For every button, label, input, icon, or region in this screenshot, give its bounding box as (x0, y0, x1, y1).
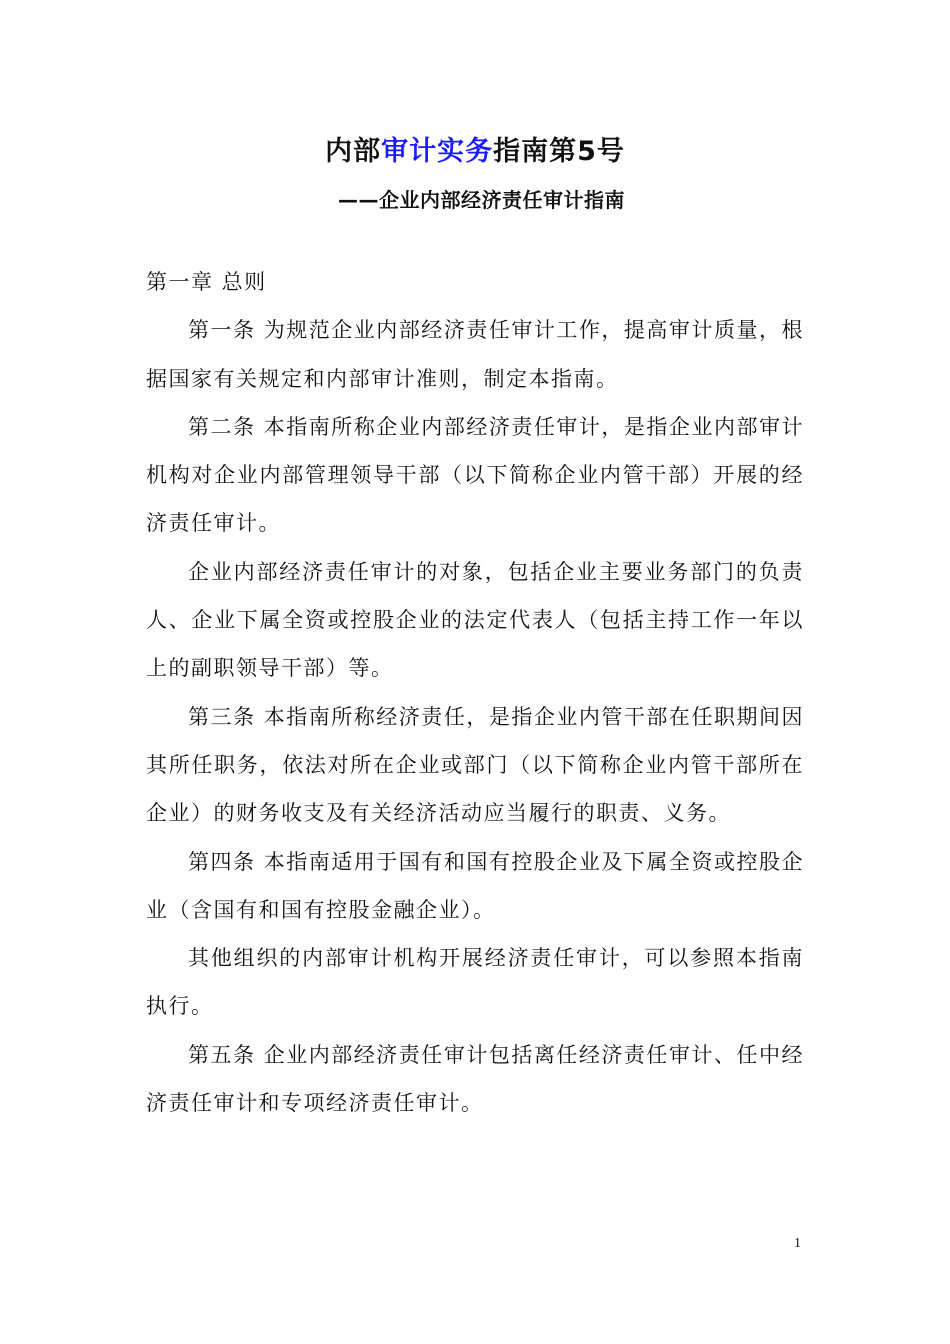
document-title (0, 134, 950, 170)
paragraph-article-1: 第一条 为规范企业内部经济责任审计工作，提高审计质量，根据国家有关规定和内部审计准则，制定本指南。 (146, 318, 804, 391)
paragraph-article-4: 第四条 本指南适用于国有和国有控股企业及下属全资或控股企业（含国有和国有控股金融企业）。 (146, 849, 804, 922)
paragraph-article-5: 第五条 企业内部经济责任审计包括离任经济责任审计、任中经济责任审计和专项经济责任审计。 (146, 1042, 804, 1116)
page-number: 1 (794, 1236, 801, 1251)
paragraph-article-3: 第三条 本指南所称经济责任，是指企业内管干部在任职期间因其所任职务，依法对所在企业或部门（以下简称企业内管干部所在企业）的财务收支及有关经济活动应当履行的职责、义务。 (146, 704, 804, 826)
chapter-heading: 第一章 总则 (146, 270, 267, 294)
title-part-2: 指南第 (493, 136, 578, 167)
document-body (146, 258, 804, 1127)
title-highlight[interactable]: 审计实务 (381, 136, 494, 167)
paragraph-article-2: 第二条 本指南所称企业内部经济责任审计，是指企业内部审计机构对企业内部管理领导干部（以下简称企业内管干部）开展的经济责任审计。 (146, 414, 804, 536)
title-part-1: 内部 (325, 136, 382, 167)
document-subtitle: ——企业内部经济责任审计指南 (338, 188, 625, 212)
paragraph-other-organizations: 其他组织的内部审计机构开展经济责任审计，可以参照本指南执行。 (146, 946, 804, 1019)
title-number: 5 (577, 136, 597, 167)
paragraph-audit-scope: 企业内部经济责任审计的对象，包括企业主要业务部门的负责人、企业下属全资或控股企业的法定代表人（包括主持工作一年以上的副职领导干部）等。 (146, 559, 804, 681)
title-part-3: 号 (596, 136, 625, 167)
